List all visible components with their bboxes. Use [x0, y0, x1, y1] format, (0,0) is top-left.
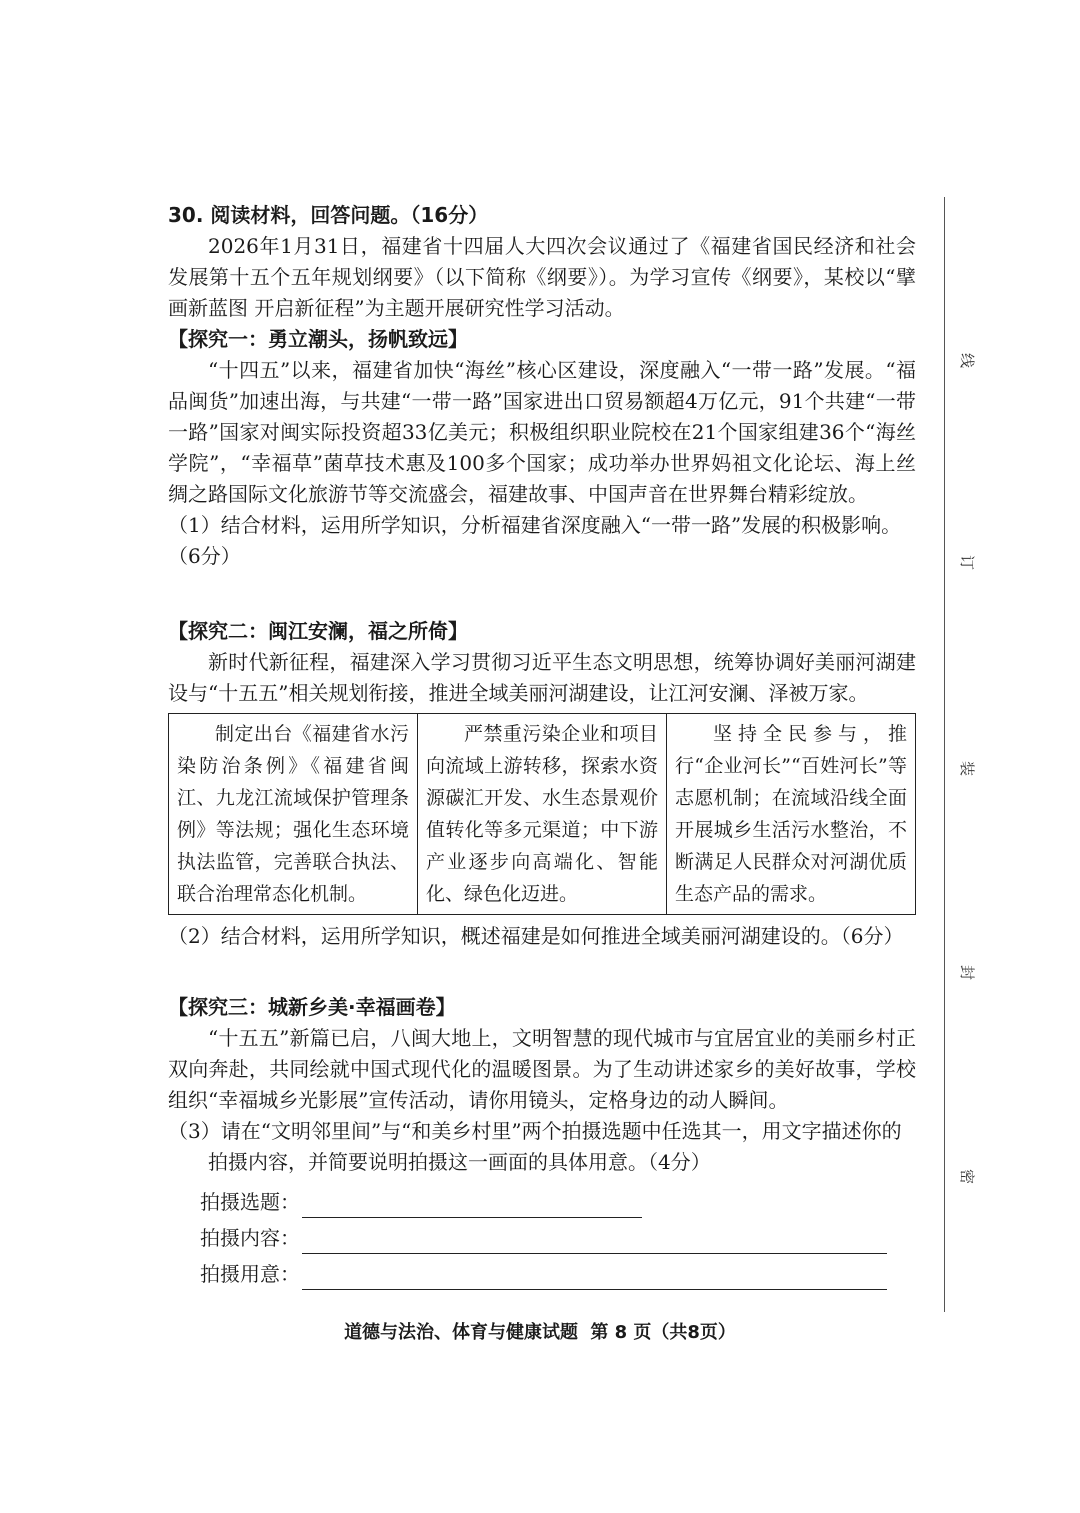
binding-mark-xian: 线 [958, 352, 977, 369]
section3-question: （3）请在“文明邻里间”与“和美乡村里”两个拍摄选题中任选其一，用文字描述你的拍摄内容，并简要说明拍摄这一画面的具体用意。（4分） [168, 1119, 902, 1174]
binding-mark-zhuang: 装 [958, 760, 977, 777]
section3-material: “十五五”新篇已启，八闽大地上，文明智慧的现代城市与宜居宜业的美丽乡村正双向奔赴，共同绘就中国式现代化的温暖图景。为了生动讲述家乡的美好故事，学校组织“幸福城乡光影展”宣传活动，请你用镜头，定格身边的动人瞬间。 [168, 1026, 916, 1112]
section2-question: （2）结合材料，运用所学知识，概述福建是如何推进全域美丽河湖建设的。（6分） [168, 924, 904, 948]
answer-row-content [200, 1218, 916, 1254]
topic-label: 拍摄选题： [200, 1190, 300, 1214]
purpose-answer-line[interactable] [302, 1267, 887, 1290]
purpose-label: 拍摄用意： [200, 1262, 300, 1286]
binding-mark-feng: 封 [958, 964, 977, 981]
answer-row-topic [200, 1182, 916, 1218]
footer-subject: 道德与法治、体育与健康试题 [344, 1322, 579, 1343]
measure-cell-industry: 严禁重污染企业和项目向流域上游转移，探索水资源碳汇开发、水生态景观价值转化等多元渠道；中下游产业逐步向高端化、智能化、绿色化迈进。 [418, 714, 667, 915]
question-intro: 2026年1月31日，福建省十四届人大四次会议通过了《福建省国民经济和社会发展第十五个五年规划纲要》（以下简称《纲要》）。为学习宣传《纲要》，某校以“擘画新蓝图 开启新征程”为主题开展研究性学习活动。 [168, 234, 916, 320]
page-footer [0, 1318, 1080, 1344]
measure-cell-law: 制定出台《福建省水污染防治条例》《福建省闽江、九龙江流域保护管理条例》等法规；强化生态环境执法监管，完善联合执法、联合治理常态化机制。 [169, 714, 418, 915]
measures-table [168, 713, 916, 915]
section1-heading: 【探究一：勇立潮头，扬帆致远】 [168, 327, 468, 351]
binding-mark-ding: 订 [958, 554, 977, 571]
content-answer-line[interactable] [302, 1231, 887, 1254]
topic-answer-line[interactable] [302, 1195, 642, 1218]
question-30 [168, 200, 916, 1290]
question-title: 30. 阅读材料，回答问题。（16分） [168, 203, 489, 227]
section1-question: （1）结合材料，运用所学知识，分析福建省深度融入“一带一路”发展的积极影响。（6分） [168, 513, 902, 568]
content-label: 拍摄内容： [200, 1226, 300, 1250]
section2-material: 新时代新征程，福建深入学习贯彻习近平生态文明思想，统筹协调好美丽河湖建设与“十五五”相关规划衔接，推进全域美丽河湖建设，让江河安澜、泽被万家。 [168, 650, 916, 705]
measure-cell-public: 坚持全民参与，推行“企业河长”“百姓河长”等志愿机制；在流域沿线全面开展城乡生活污水整治，不断满足人民群众对河湖优质生态产品的需求。 [667, 714, 916, 915]
answer-row-purpose [200, 1254, 916, 1290]
section3-heading: 【探究三：城新乡美·幸福画卷】 [168, 995, 456, 1019]
binding-line [944, 197, 945, 1312]
binding-mark-mi: 密 [958, 1168, 977, 1185]
footer-page-number: 第 8 页（共8页） [590, 1322, 736, 1343]
section2-heading: 【探究二：闽江安澜，福之所倚】 [168, 619, 468, 643]
answer-area [200, 1182, 916, 1290]
section1-material: “十四五”以来，福建省加快“海丝”核心区建设，深度融入“一带一路”发展。“福品闽货”加速出海，与共建“一带一路”国家进出口贸易额超4万亿元，91个共建“一带一路”国家对闽实际投资超33亿美元；积极组织职业院校在21个国家组建36个“海丝学院”，“幸福草”菌草技术惠及100多个国家；成功举办世界妈祖文化论坛、海上丝绸之路国际文化旅游节等交流盛会，福建故事、中国声音在世界舞台精彩绽放。 [168, 358, 916, 506]
